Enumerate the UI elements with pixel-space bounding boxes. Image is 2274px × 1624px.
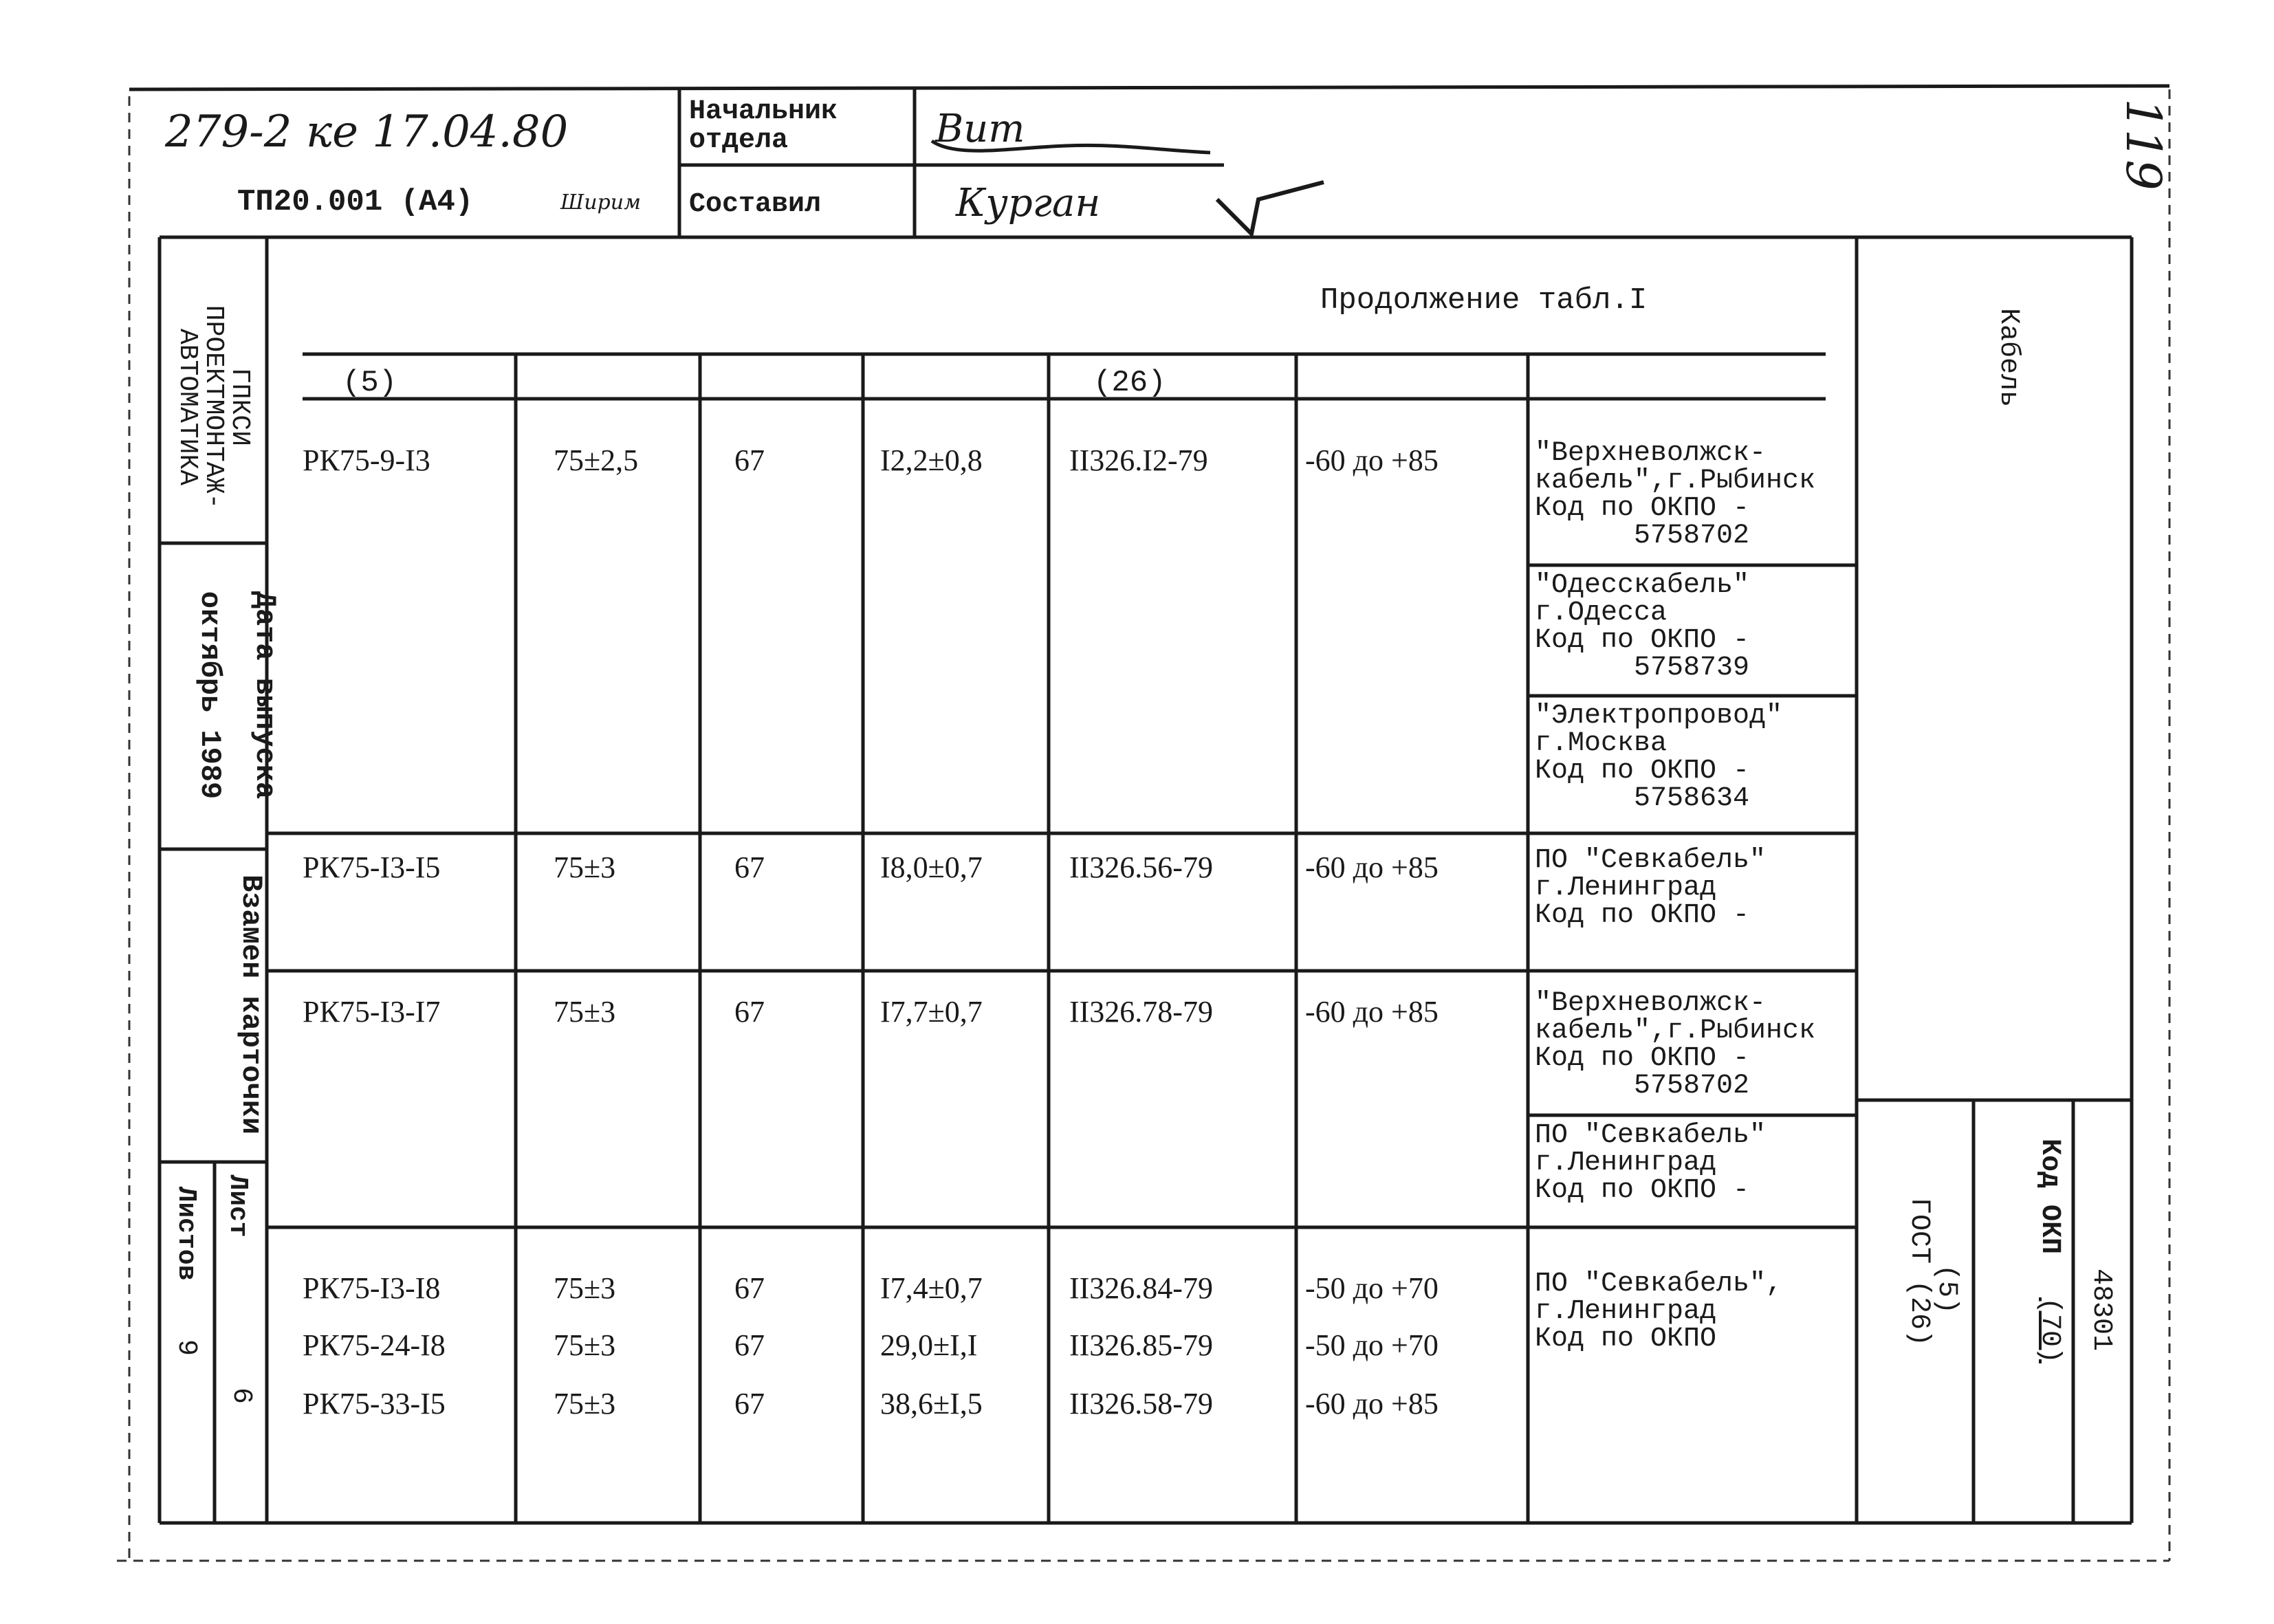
- temperature-range: -50 до +70: [1305, 1328, 1439, 1362]
- column-ref-26: (26): [1093, 366, 1166, 400]
- manufacturer-cell: ПО "Севкабель" г.Ленинград Код по ОКПО -: [1535, 1120, 1767, 1206]
- okp-ref: (70): [2034, 1297, 2065, 1363]
- product-name: Кабель: [1993, 307, 2024, 408]
- sheet-value: 6: [226, 1387, 256, 1404]
- temperature-range: -60 до +85: [1305, 443, 1439, 477]
- manufacturer-cell: ПО "Севкабель", г.Ленинград Код по ОКПО: [1535, 1269, 1783, 1354]
- organization-name: ГПКСИ ПРОЕКТМОНТАЖ- АВТОМАТИКА: [173, 305, 254, 509]
- cable-name: РК75-I3-I5: [303, 851, 441, 884]
- attenuation: 29,0±I,I: [880, 1328, 978, 1362]
- temperature-range: -60 до +85: [1305, 1387, 1439, 1420]
- tu-number: II326.85-79: [1069, 1328, 1213, 1362]
- cable-name: РК75-I3-I8: [303, 1271, 441, 1305]
- sheet-label: Лист: [223, 1174, 252, 1238]
- impedance: 75±3: [554, 1328, 616, 1362]
- manufacturer-cell: "Одесскабель" г.Одесса Код по ОКПО - 5758739: [1535, 570, 1750, 683]
- tu-number: II326.56-79: [1069, 851, 1213, 884]
- cable-name: РК75-33-I5: [303, 1387, 446, 1420]
- column-ref-5: (5): [342, 366, 397, 400]
- attenuation: I7,4±0,7: [880, 1271, 983, 1305]
- manufacturer-cell: ПО "Севкабель" г.Ленинград Код по ОКПО -: [1535, 845, 1767, 931]
- impedance: 75±3: [554, 1387, 616, 1420]
- sheet-number-handwritten: 119: [2114, 98, 2172, 190]
- cable-name: РК75-9-I3: [303, 443, 430, 477]
- okp-label: Код ОКП: [2034, 1138, 2065, 1255]
- velocity: 67: [734, 851, 765, 884]
- compiled-by-label: Составил: [689, 189, 822, 220]
- head-signature: Вит: [935, 107, 1025, 151]
- impedance: 75±2,5: [554, 443, 639, 477]
- tu-number: II326.84-79: [1069, 1271, 1213, 1305]
- sheets-total-value: 9: [171, 1339, 201, 1356]
- temperature-range: -60 до +85: [1305, 995, 1439, 1029]
- temperature-range: -50 до +70: [1305, 1271, 1439, 1305]
- manufacturer-cell: "Верхневолжск- кабель",г.Рыбинск Код по ОКПО - 5758702: [1535, 438, 1816, 551]
- cable-name: РК75-I3-I7: [303, 995, 441, 1029]
- issue-date-label: Дата выпуска: [248, 591, 281, 800]
- impedance: 75±3: [554, 995, 616, 1029]
- impedance: 75±3: [554, 1271, 616, 1305]
- attenuation: 38,6±I,5: [880, 1387, 983, 1420]
- impedance: 75±3: [554, 851, 616, 884]
- gost-ref: (5): [1931, 1264, 1962, 1314]
- attenuation: I8,0±0,7: [880, 851, 983, 884]
- issue-date-value: октябрь 1989: [193, 591, 226, 800]
- velocity: 67: [734, 1387, 765, 1420]
- small-signature: Ширим: [560, 190, 641, 215]
- manufacturer-cell: "Верхневолжск- кабель",г.Рыбинск Код по ОКПО - 5758702: [1535, 988, 1816, 1101]
- attenuation: I7,7±0,7: [880, 995, 983, 1029]
- manufacturer-cell: "Электропровод" г.Москва Код по ОКПО - 5758634: [1535, 701, 1783, 814]
- head-of-department-label: Начальник отдела: [689, 96, 838, 156]
- temperature-range: -60 до +85: [1305, 851, 1439, 884]
- tu-number: II326.58-79: [1069, 1387, 1213, 1420]
- cable-name: РК75-24-I8: [303, 1328, 446, 1362]
- velocity: 67: [734, 1271, 765, 1305]
- table-title: Продолжение табл.I: [1320, 283, 1648, 318]
- check-mark: [1210, 172, 1327, 241]
- replaces-card-label: Взамен карточки: [234, 874, 267, 1135]
- gost-label: ГОСТ (26): [1903, 1197, 1934, 1347]
- sheets-total-label: Листов: [171, 1186, 201, 1281]
- velocity: 67: [734, 1328, 765, 1362]
- tu-number: II326.I2-79: [1069, 443, 1208, 477]
- compiled-signature: Курган: [956, 181, 1101, 226]
- velocity: 67: [734, 995, 765, 1029]
- head-signature-stroke: [928, 117, 1217, 165]
- attenuation: I2,2±0,8: [880, 443, 983, 477]
- document-code: ТП20.001 (А4): [237, 185, 474, 219]
- tu-number: II326.78-79: [1069, 995, 1213, 1029]
- velocity: 67: [734, 443, 765, 477]
- okp-value: 48301: [2086, 1268, 2117, 1352]
- handwritten-registration: 279-2 ке 17.04.80: [165, 107, 569, 157]
